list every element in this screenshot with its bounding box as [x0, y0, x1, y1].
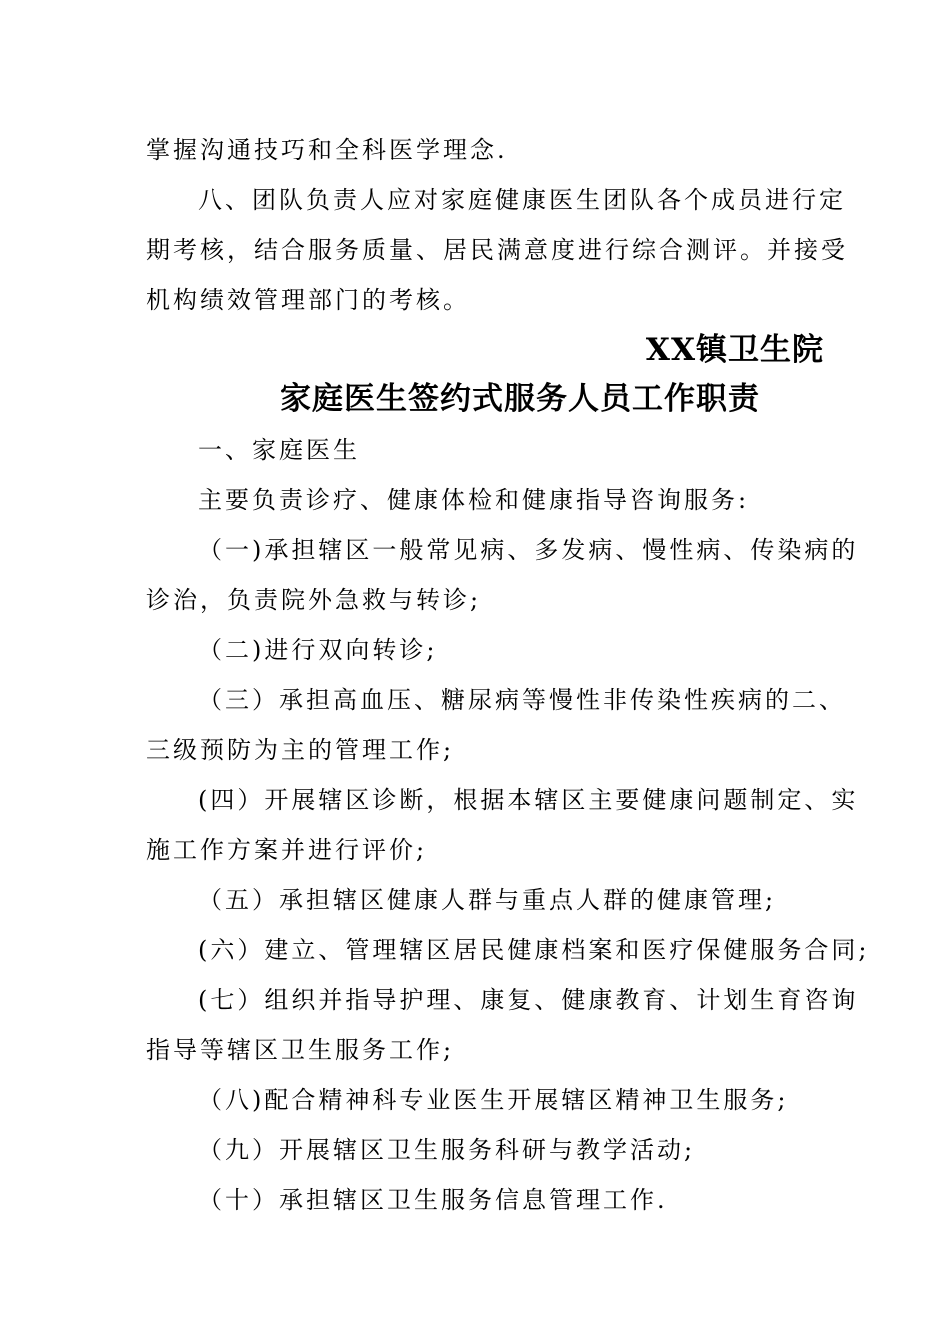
body-line: （二)进行双向转诊;	[198, 636, 438, 664]
intro-line: 掌握沟通技巧和全科医学理念.	[146, 136, 508, 164]
body-line: （三）承担高血压、糖尿病等慢性非传染性疾病的二、	[198, 686, 846, 714]
body-line: (六）建立、管理辖区居民健康档案和医疗保健服务合同;	[198, 936, 870, 964]
intro-line: 期考核，结合服务质量、居民满意度进行综合测评。并接受	[146, 236, 848, 264]
intro-line: 机构绩效管理部门的考核。	[146, 286, 470, 314]
body-line: 指导等辖区卫生服务工作;	[146, 1036, 455, 1064]
body-line: （一)承担辖区一般常见病、多发病、慢性病、传染病的	[198, 536, 859, 564]
body-line: （八)配合精神科专业医生开展辖区精神卫生服务;	[198, 1086, 789, 1114]
body-line: 施工作方案并进行评价;	[146, 836, 428, 864]
body-line: 一、家庭医生	[198, 436, 360, 464]
intro-line: 八、团队负责人应对家庭健康医生团队各个成员进行定	[198, 186, 846, 214]
heading-title: 家庭医生签约式服务人员工作职责	[280, 381, 760, 417]
body-line: 三级预防为主的管理工作;	[146, 736, 455, 764]
body-line: （五）承担辖区健康人群与重点人群的健康管理;	[198, 886, 777, 914]
body-line: (四）开展辖区诊断，根据本辖区主要健康问题制定、实	[198, 786, 859, 814]
body-line: 诊治，负责院外急救与转诊;	[146, 586, 482, 614]
body-line: 主要负责诊疗、健康体检和健康指导咨询服务:	[198, 486, 750, 514]
body-line: （九）开展辖区卫生服务科研与教学活动;	[198, 1136, 696, 1164]
body-line: （十）承担辖区卫生服务信息管理工作.	[198, 1186, 668, 1214]
heading-hospital-name: XX镇卫生院	[645, 332, 824, 368]
body-line: (七）组织并指导护理、康复、健康教育、计划生育咨询	[198, 986, 859, 1014]
